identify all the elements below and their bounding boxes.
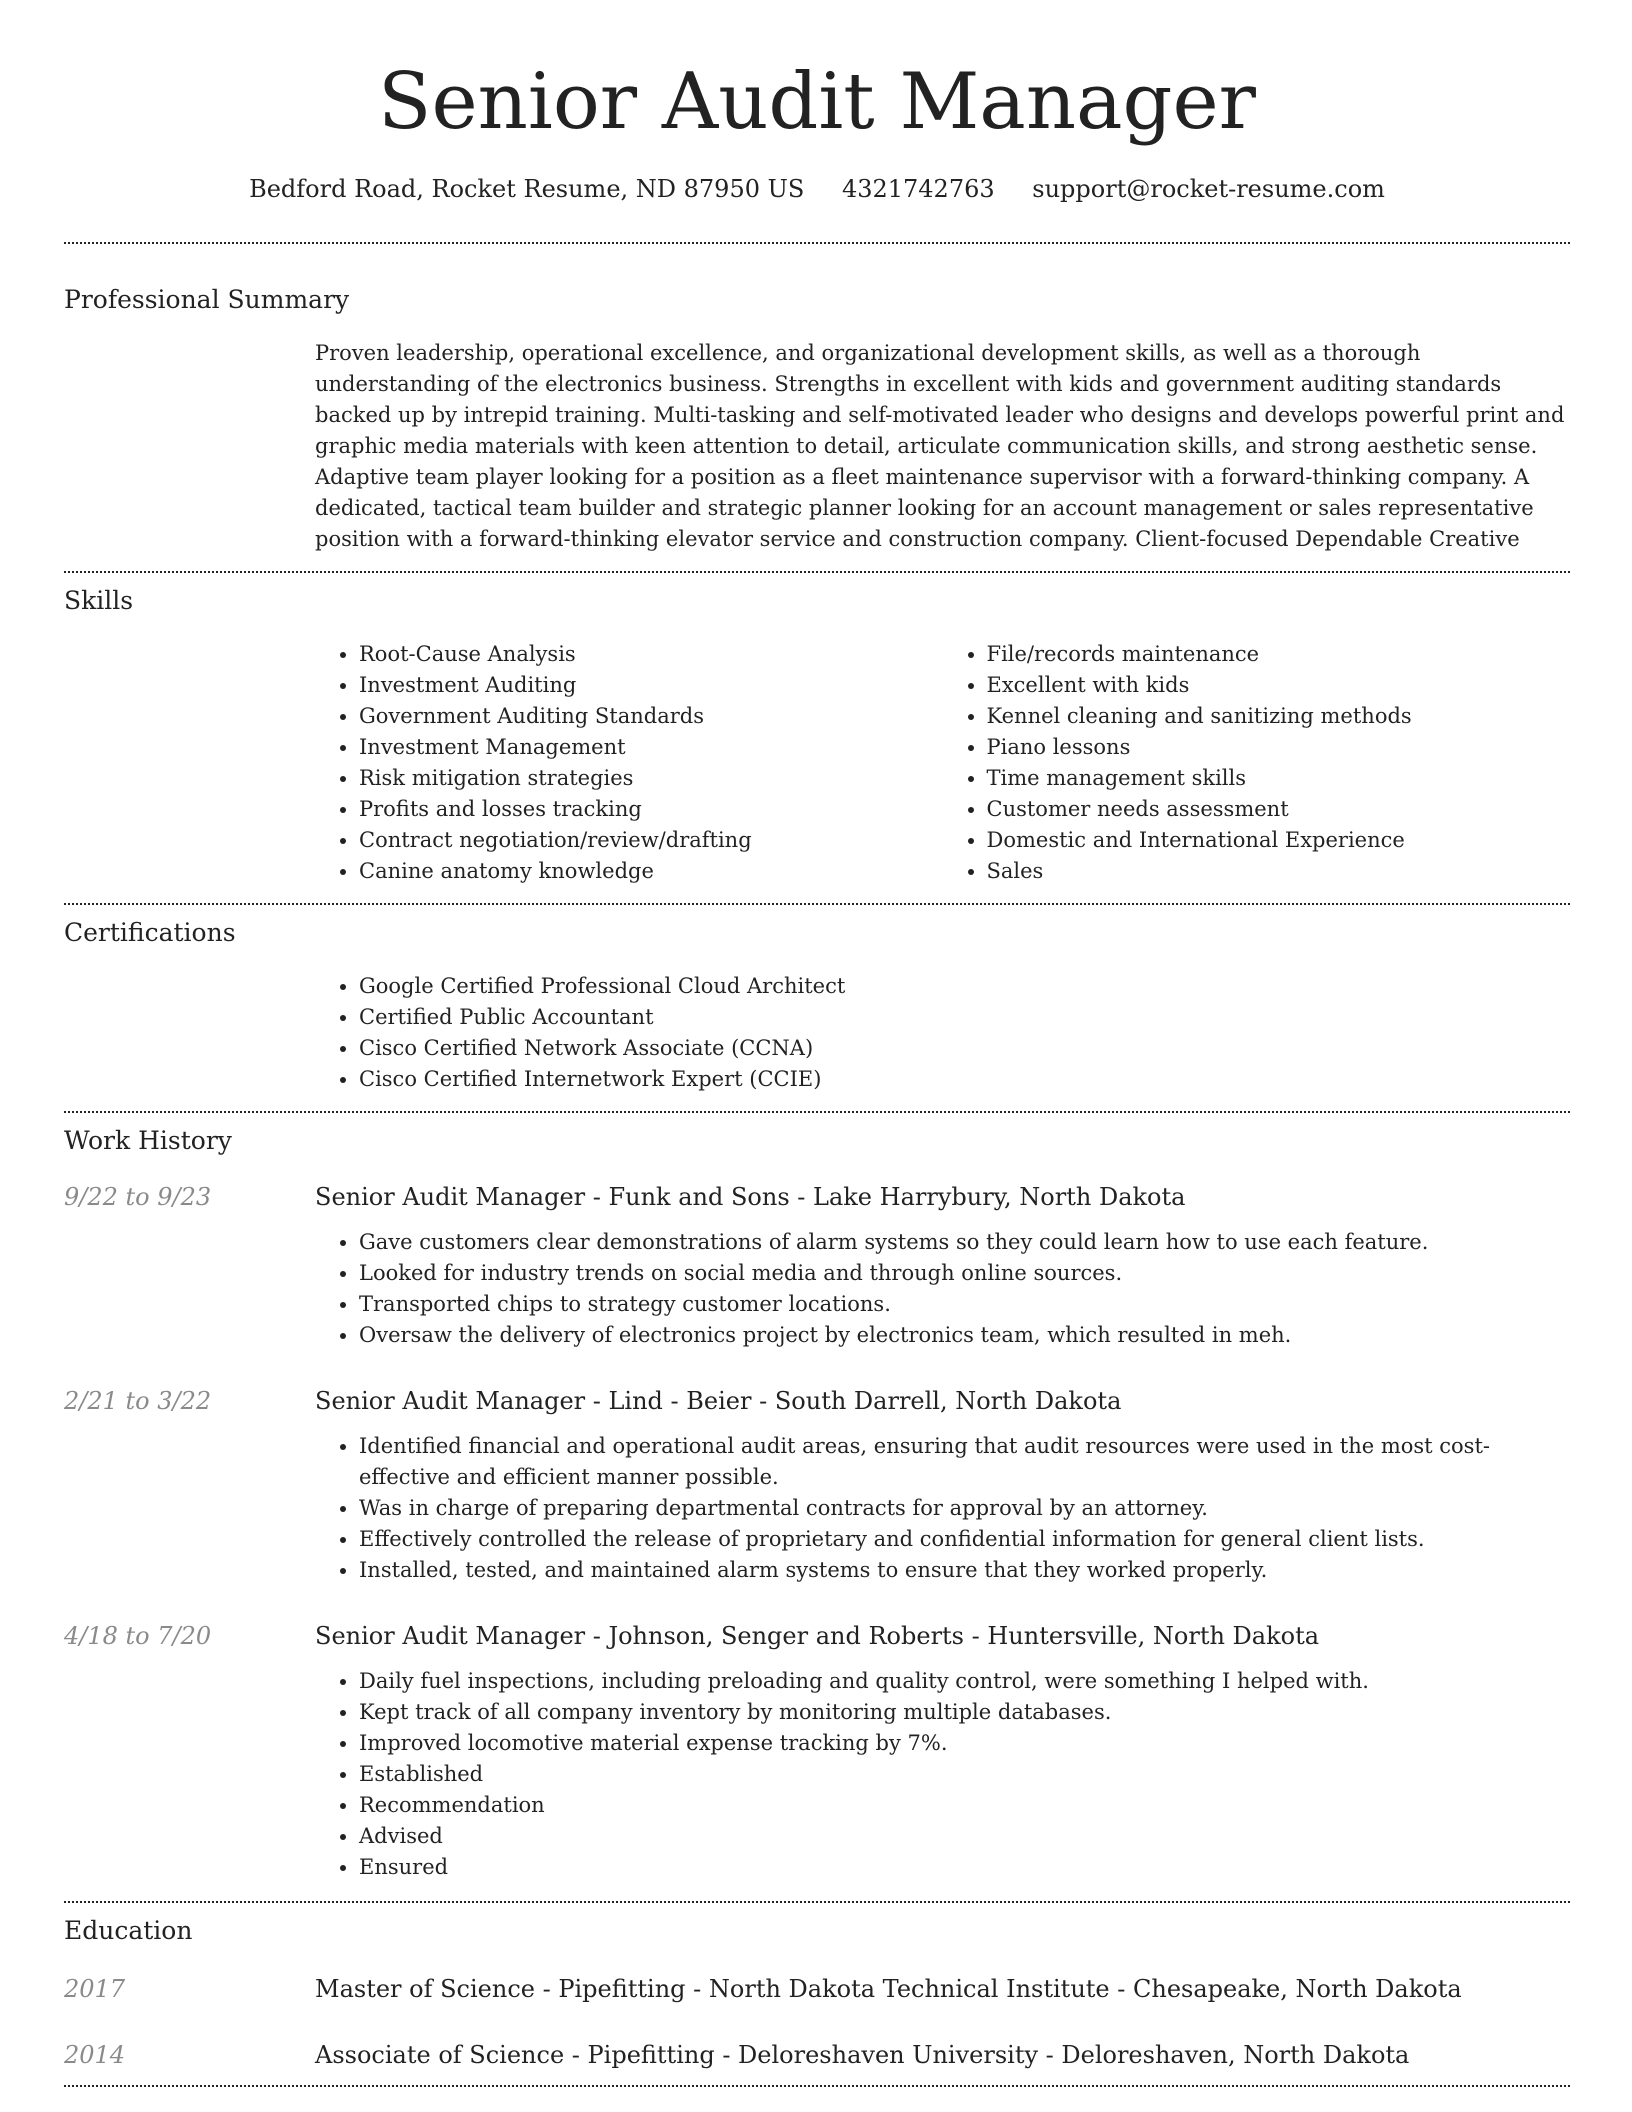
list-item: • Looked for industry trends on social media and through online sources. [359,1258,1570,1289]
list-item: • Cisco Certified Network Associate (CCNA) [359,1033,1570,1064]
job-entry [64,1385,1570,1586]
resume-title: Senior Audit Manager [378,57,1256,147]
job-title: Senior Audit Manager - Johnson, Senger and Roberts - Huntersville, North Dakota [315,1622,1320,1650]
education-section [64,1915,1570,2071]
job-bullets [315,1431,1570,1586]
list-item: • Sales [987,856,1571,887]
list-item: • Customer needs assessment [987,794,1571,825]
list-item: • Contract negotiation/review/drafting [359,825,943,856]
list-item: • Recommendation [359,1790,1570,1821]
skills-list-right [943,639,1571,887]
list-item: • Profits and losses tracking [359,794,943,825]
list-item: • Kept track of all company inventory by monitoring multiple databases. [359,1697,1570,1728]
contact-address: Bedford Road, Rocket Resume, ND 87950 US [249,175,805,203]
contact-line [64,174,1570,204]
certifications-section [64,917,1570,1095]
divider [64,2085,1570,2087]
list-item: • Established [359,1759,1570,1790]
certifications-heading: Certifications [64,918,236,947]
divider [64,1901,1570,1903]
job-dates: 2/21 to 3/22 [64,1387,212,1415]
list-item: • Time management skills [987,763,1571,794]
divider [64,242,1570,244]
list-item: • Installed, tested, and maintained alarm systems to ensure that they worked properly. [359,1555,1570,1586]
list-item: • Canine anatomy knowledge [359,856,943,887]
divider [64,903,1570,905]
skills-section [64,585,1570,887]
contact-email[interactable]: support@rocket-resume.com [1032,175,1385,203]
job-dates: 4/18 to 7/20 [64,1622,212,1650]
list-item: • Identified financial and operational audit areas, ensuring that audit resources were used in the most cost-effective and efficient manner possible. [359,1431,1570,1493]
list-item: • Effectively controlled the release of proprietary and confidential information for general client lists. [359,1524,1570,1555]
summary-heading: Professional Summary [64,285,350,314]
list-item: • Piano lessons [987,732,1571,763]
list-item: • Government Auditing Standards [359,701,943,732]
job-bullets [315,1227,1570,1351]
certifications-list [315,971,1570,1095]
list-item: • Was in charge of preparing departmental contracts for approval by an attorney. [359,1493,1570,1524]
work-section [64,1125,1570,1883]
skills-heading: Skills [64,586,134,615]
list-item: • Gave customers clear demonstrations of alarm systems so they could learn how to use each feature. [359,1227,1570,1258]
divider [64,571,1570,573]
contact-phone: 4321742763 [841,175,995,203]
list-item: • Google Certified Professional Cloud Architect [359,971,1570,1002]
job-title: Senior Audit Manager - Lind - Beier - South Darrell, North Dakota [315,1387,1122,1415]
summary-text: Proven leadership, operational excellence, and organizational development skills, as well as a thorough understanding of the electronics business. Strengths in excellent with kids and government auditing standards backed up by intrepid training. Multi-tasking and self-motivated leader who designs and develops powerful print and graphic media materials with keen attention to detail, articulate communication skills, and strong aesthetic sense. Adaptive team player looking for a position as a fleet maintenance supervisor with a forward-thinking company. A dedicated, tactical team builder and strategic planner looking for an account management or sales representative position with a forward-thinking elevator service and construction company. Client-focused Dependable Creative [315,341,1565,551]
job-dates: 9/22 to 9/23 [64,1183,212,1211]
job-entry [64,1181,1570,1351]
list-item: • Cisco Certified Internetwork Expert (CCIE) [359,1064,1570,1095]
list-item: • Investment Auditing [359,670,943,701]
resume-page [64,0,1570,2087]
list-item: • Transported chips to strategy customer locations. [359,1289,1570,1320]
education-year: 2014 [64,2041,126,2069]
education-entry [64,1973,1570,2005]
list-item: • Advised [359,1821,1570,1852]
list-item: • Certified Public Accountant [359,1002,1570,1033]
education-year: 2017 [64,1975,126,2003]
work-heading: Work History [64,1126,232,1155]
list-item: • Root-Cause Analysis [359,639,943,670]
list-item: • File/records maintenance [987,639,1571,670]
list-item: • Risk mitigation strategies [359,763,943,794]
education-heading: Education [64,1916,193,1945]
job-entry [64,1620,1570,1883]
list-item: • Domestic and International Experience [987,825,1571,856]
list-item: • Oversaw the delivery of electronics project by electronics team, which resulted in meh. [359,1320,1570,1351]
education-degree: Master of Science - Pipefitting - North Dakota Technical Institute - Chesapeake, North Dakota [315,1975,1462,2003]
job-title: Senior Audit Manager - Funk and Sons - Lake Harrybury, North Dakota [315,1183,1186,1211]
divider [64,1111,1570,1113]
list-item: • Daily fuel inspections, including preloading and quality control, were something I helped with. [359,1666,1570,1697]
education-entry [64,2039,1570,2071]
list-item: • Excellent with kids [987,670,1571,701]
list-item: • Improved locomotive material expense tracking by 7%. [359,1728,1570,1759]
list-item: • Kennel cleaning and sanitizing methods [987,701,1571,732]
education-degree: Associate of Science - Pipefitting - Deloreshaven University - Deloreshaven, North Dakota [315,2041,1410,2069]
skills-list-left [315,639,943,887]
list-item: • Ensured [359,1852,1570,1883]
job-bullets [315,1666,1570,1883]
list-item: • Investment Management [359,732,943,763]
summary-section [64,284,1570,555]
